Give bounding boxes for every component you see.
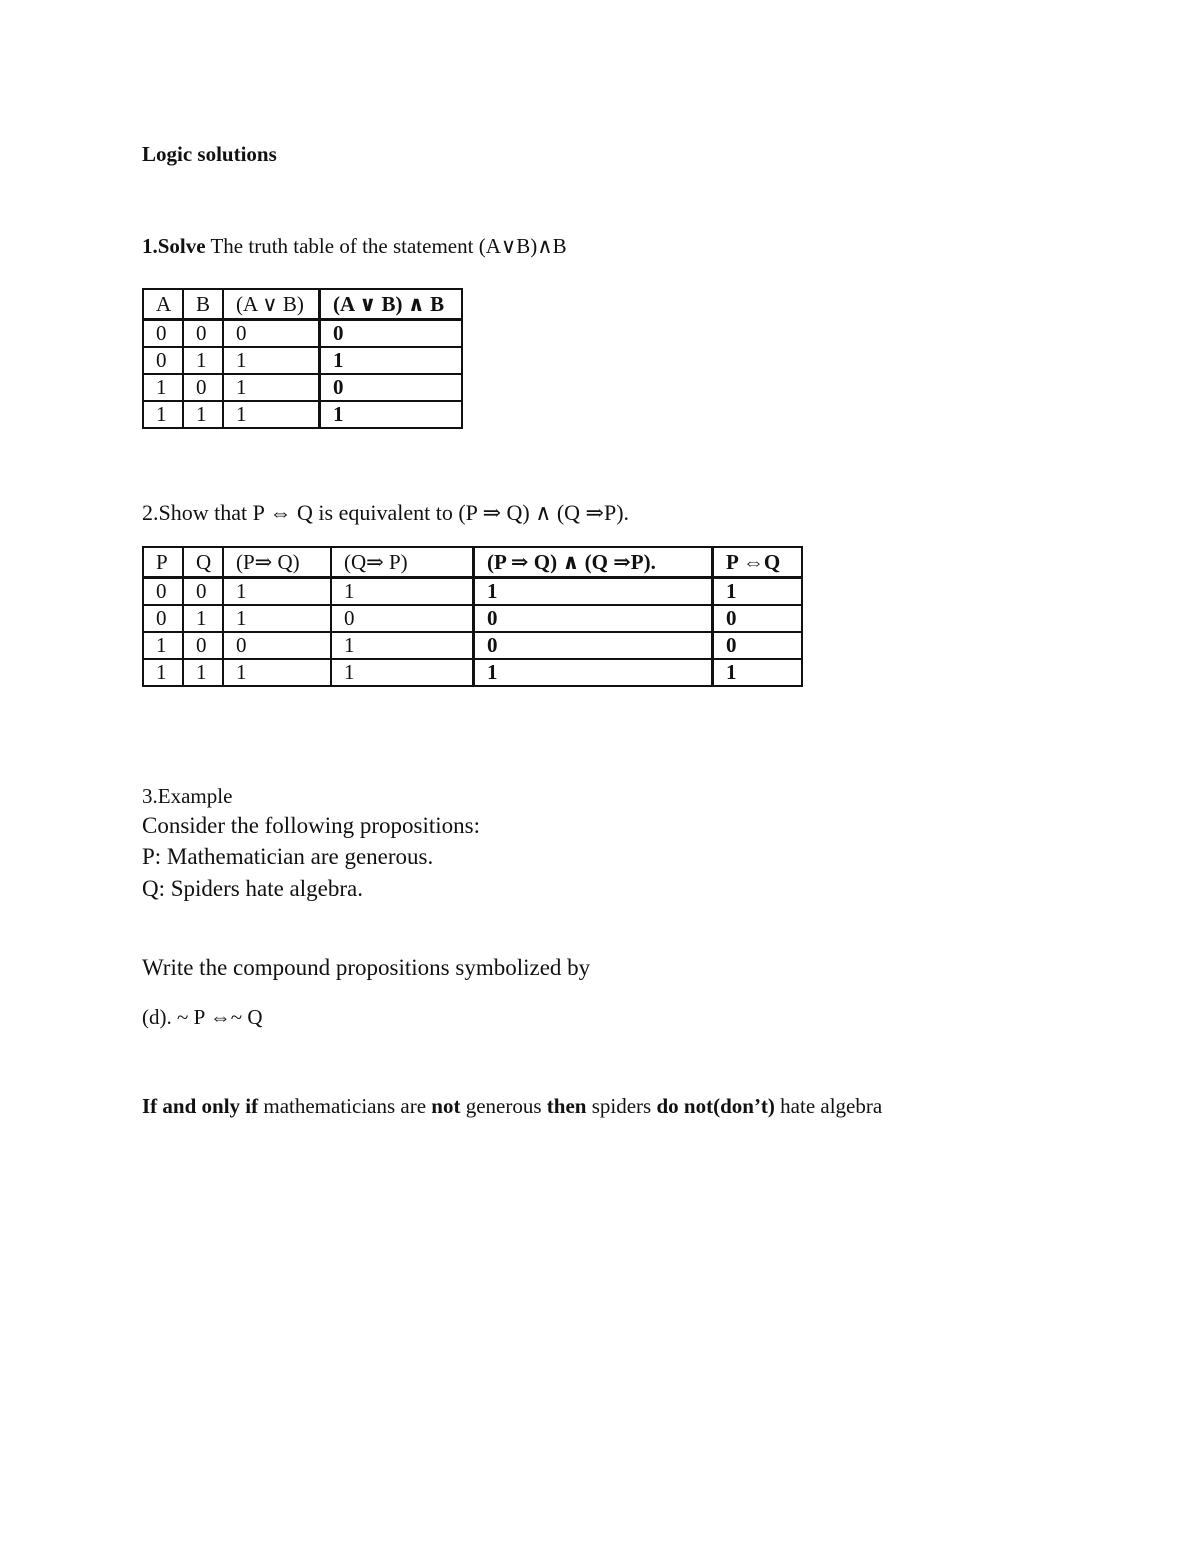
table-cell: 1 xyxy=(320,401,463,428)
table-row xyxy=(143,605,802,632)
table-cell: 1 xyxy=(143,659,183,686)
table-cell: 1 xyxy=(320,347,463,374)
table-row xyxy=(143,347,462,374)
table-header-cell: B xyxy=(183,289,223,320)
table-header-cell: P ⇔Q xyxy=(713,547,803,578)
answer-part: do not(don’t) xyxy=(656,1094,775,1118)
table-header-cell: (A ∨ B) xyxy=(223,289,320,320)
table-header-cell: (P⇒ Q) xyxy=(223,547,331,578)
table-cell: 1 xyxy=(223,347,320,374)
table-cell: 1 xyxy=(713,578,803,606)
table-cell: 1 xyxy=(331,632,474,659)
question-1-prompt xyxy=(142,234,567,259)
table-row xyxy=(143,401,462,428)
question-1-verb: Solve xyxy=(157,234,206,258)
table-cell: 0 xyxy=(143,578,183,606)
table-cell: 0 xyxy=(474,632,713,659)
table-cell: 1 xyxy=(223,605,331,632)
table-cell: 1 xyxy=(223,659,331,686)
table-header-cell: (Q⇒ P) xyxy=(331,547,474,578)
table-cell: 1 xyxy=(474,659,713,686)
table-cell: 0 xyxy=(320,374,463,401)
proposition-p: P: Mathematician are generous. xyxy=(142,844,434,869)
table-cell: 0 xyxy=(143,320,183,348)
table-cell: 1 xyxy=(143,632,183,659)
table-cell: 0 xyxy=(143,347,183,374)
table-cell: 0 xyxy=(183,320,223,348)
table-cell: 1 xyxy=(183,659,223,686)
answer-part: then xyxy=(546,1094,587,1118)
table-cell: 1 xyxy=(143,374,183,401)
answer-part: not xyxy=(431,1094,461,1118)
table-cell: 0 xyxy=(223,632,331,659)
table-cell: 0 xyxy=(474,605,713,632)
table-row xyxy=(143,578,802,606)
table-cell: 0 xyxy=(713,632,803,659)
table-cell: 0 xyxy=(183,578,223,606)
question-2-prompt: 2.Show that P ⇔ Q is equivalent to (P ⇒ Q) ∧ (Q ⇒P). xyxy=(142,500,630,525)
instruction-text: Write the compound propositions symbolized by xyxy=(142,955,591,980)
table-cell: 1 xyxy=(183,401,223,428)
answer-part: spiders xyxy=(586,1094,657,1118)
page-title: Logic solutions xyxy=(142,142,277,166)
table-cell: 0 xyxy=(223,320,320,348)
example-heading: 3.Example xyxy=(142,784,233,808)
table-cell: 0 xyxy=(320,320,463,348)
table-cell: 1 xyxy=(331,578,474,606)
table-header-row xyxy=(143,547,802,578)
table-row xyxy=(143,659,802,686)
table-header-row xyxy=(143,289,462,320)
table-cell: 1 xyxy=(183,605,223,632)
proposition-q: Q: Spiders hate algebra. xyxy=(142,876,363,901)
truth-table-2 xyxy=(142,546,803,687)
table-cell: 1 xyxy=(143,401,183,428)
table-cell: 1 xyxy=(474,578,713,606)
symbolic-expression: (d). ~ P ⇔~ Q xyxy=(142,1005,263,1029)
table-header-cell: Q xyxy=(183,547,223,578)
table-header-cell: A xyxy=(143,289,183,320)
table-cell: 1 xyxy=(223,374,320,401)
answer-part: hate algebra xyxy=(774,1094,883,1118)
question-1-number: 1. xyxy=(142,234,158,258)
answer-part: If and only if xyxy=(142,1094,259,1118)
table-row xyxy=(143,632,802,659)
table-cell: 0 xyxy=(183,632,223,659)
example-intro: Consider the following propositions: xyxy=(142,813,480,838)
table-row xyxy=(143,374,462,401)
table-header-cell: (A ∨ B) ∧ B xyxy=(320,289,463,320)
table-cell: 1 xyxy=(331,659,474,686)
table-header-cell: (P ⇒ Q) ∧ (Q ⇒P). xyxy=(474,547,713,578)
table-cell: 0 xyxy=(143,605,183,632)
answer-part: generous xyxy=(460,1094,547,1118)
table-cell: 0 xyxy=(183,374,223,401)
table-cell: 0 xyxy=(331,605,474,632)
truth-table-1 xyxy=(142,288,463,429)
answer-part: mathematicians are xyxy=(258,1094,432,1118)
table-cell: 1 xyxy=(183,347,223,374)
table-cell: 1 xyxy=(223,578,331,606)
table-cell: 1 xyxy=(223,401,320,428)
question-1-text: The truth table of the statement (A∨B)∧B xyxy=(205,234,567,258)
table-row xyxy=(143,320,462,348)
answer-sentence xyxy=(142,1094,882,1119)
table-cell: 1 xyxy=(713,659,803,686)
table-header-cell: P xyxy=(143,547,183,578)
table-cell: 0 xyxy=(713,605,803,632)
